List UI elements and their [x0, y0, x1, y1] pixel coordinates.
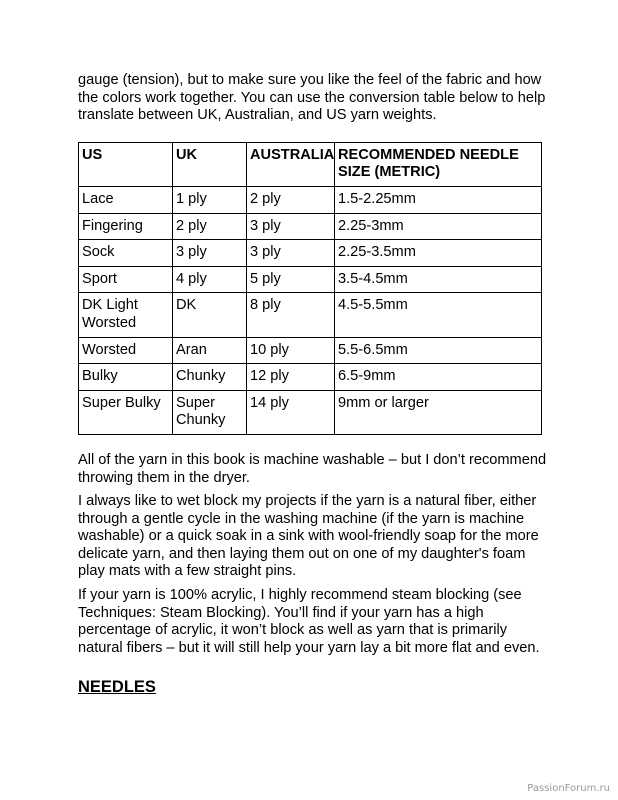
cell-uk: DK	[173, 293, 247, 337]
cell-needle-size: 5.5-6.5mm	[335, 337, 542, 364]
cell-us: Sock	[79, 240, 173, 267]
cell-us: Bulky	[79, 364, 173, 391]
cell-us: Fingering	[79, 213, 173, 240]
paragraph-wet-block: I always like to wet block my projects if the yarn is a natural fiber, either through a gentle cycle in the washing machine (if the yarn is machine washable) or a quick soak in a sink with wool-friendly soap for the more delicate yarn, and then laying them out on one of my daughter's foam play mats with a few straight pins.	[78, 493, 539, 580]
cell-australia: 5 ply	[247, 266, 335, 293]
header-uk: UK	[173, 142, 247, 186]
table-header-row	[79, 142, 542, 186]
cell-needle-size: 4.5-5.5mm	[335, 293, 542, 337]
table-row	[79, 390, 542, 434]
section-heading-needles: NEEDLES	[78, 678, 156, 697]
header-us: US	[79, 142, 173, 186]
cell-us: DK Light Worsted	[79, 293, 173, 337]
table-row	[79, 213, 542, 240]
table-row	[79, 293, 542, 337]
header-australia: AUSTRALIA	[247, 142, 335, 186]
table-row	[79, 266, 542, 293]
cell-needle-size: 3.5-4.5mm	[335, 266, 542, 293]
cell-us: Worsted	[79, 337, 173, 364]
cell-uk: 3 ply	[173, 240, 247, 267]
cell-uk: 4 ply	[173, 266, 247, 293]
cell-australia: 10 ply	[247, 337, 335, 364]
table-row	[79, 337, 542, 364]
paragraph-machine-washable: All of the yarn in this book is machine washable – but I don’t recommend throwing them in the dryer.	[78, 451, 547, 486]
cell-uk: Chunky	[173, 364, 247, 391]
yarn-weight-conversion-table	[78, 142, 542, 435]
watermark: PassionForum.ru	[527, 783, 610, 794]
cell-needle-size: 9mm or larger	[335, 390, 542, 434]
cell-needle-size: 2.25-3mm	[335, 213, 542, 240]
cell-australia: 3 ply	[247, 240, 335, 267]
table-row	[79, 186, 542, 213]
paragraph-acrylic: If your yarn is 100% acrylic, I highly recommend steam blocking (see Techniques: Steam Blocking). You’ll find if your yarn has a high percentage of acrylic, it won’t block as well as yarn that is primarily natural fibers – but it will still help your yarn lay a bit more flat and even.	[78, 587, 540, 656]
cell-needle-size: 6.5-9mm	[335, 364, 542, 391]
cell-australia: 2 ply	[247, 186, 335, 213]
table-row	[79, 364, 542, 391]
cell-uk: Super Chunky	[173, 390, 247, 434]
table-row	[79, 240, 542, 267]
cell-uk: Aran	[173, 337, 247, 364]
cell-us: Super Bulky	[79, 390, 173, 434]
document-page	[78, 72, 548, 697]
intro-paragraph: gauge (tension), but to make sure you like the feel of the fabric and how the colors work together. You can use the conversion table below to help translate between UK, Australian, and US yarn weights.	[78, 72, 546, 124]
cell-needle-size: 1.5-2.25mm	[335, 186, 542, 213]
cell-uk: 1 ply	[173, 186, 247, 213]
cell-australia: 3 ply	[247, 213, 335, 240]
cell-needle-size: 2.25-3.5mm	[335, 240, 542, 267]
cell-australia: 14 ply	[247, 390, 335, 434]
cell-us: Lace	[79, 186, 173, 213]
header-needle-size: RECOMMENDED NEEDLE SIZE (METRIC)	[335, 142, 542, 186]
cell-uk: 2 ply	[173, 213, 247, 240]
cell-australia: 12 ply	[247, 364, 335, 391]
cell-us: Sport	[79, 266, 173, 293]
cell-australia: 8 ply	[247, 293, 335, 337]
